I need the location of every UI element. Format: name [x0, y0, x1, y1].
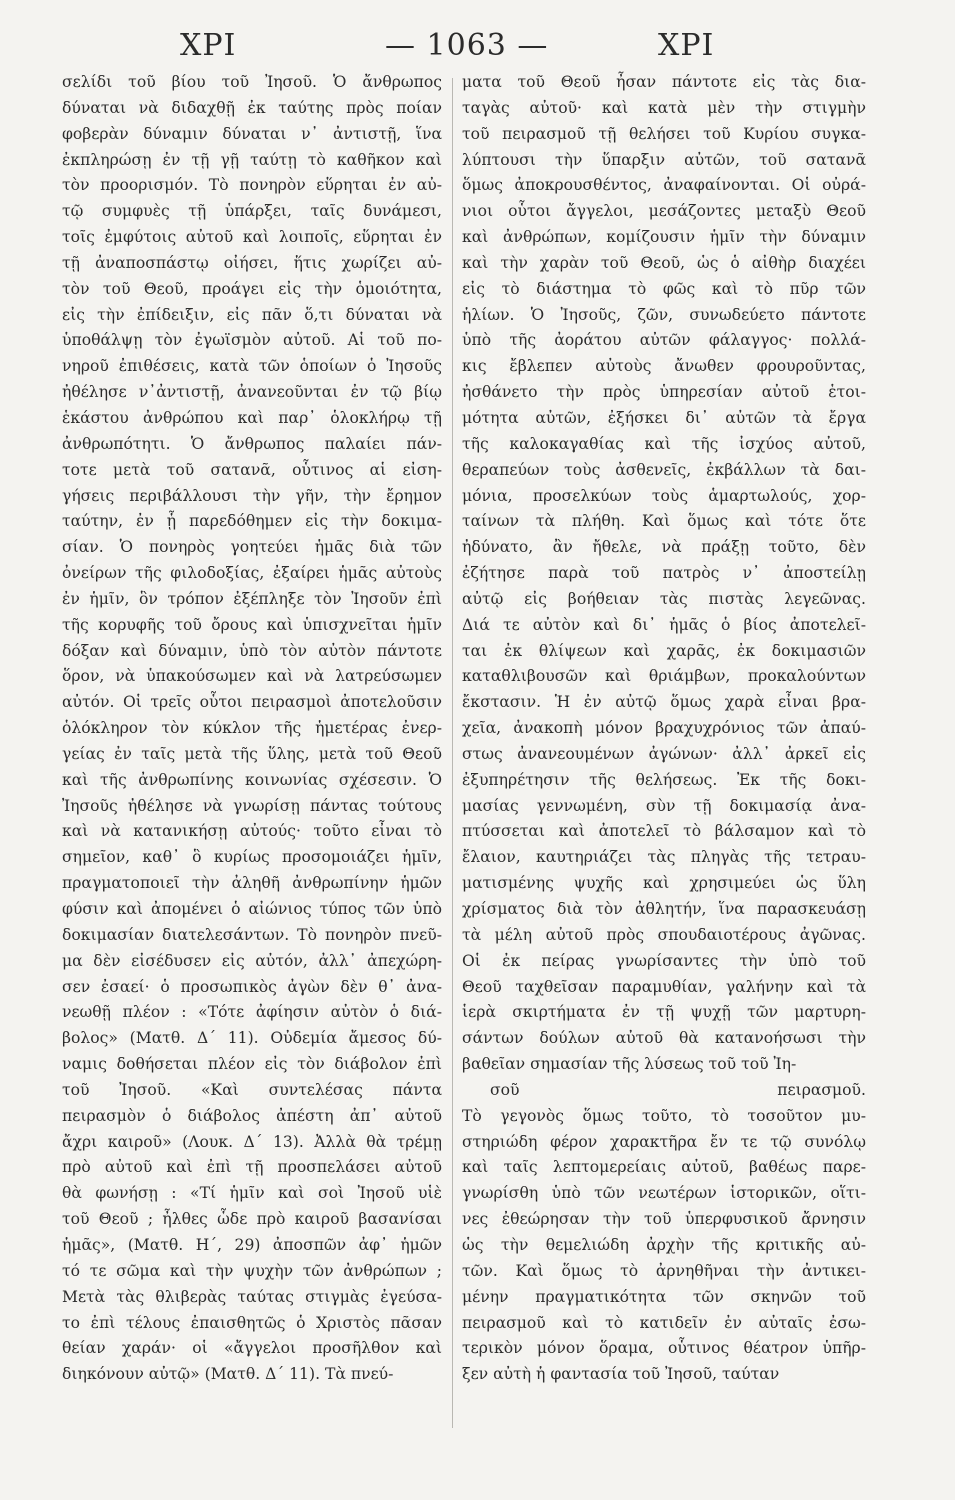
text-line: γήσεις περιβάλλουσι τὴν γῆν, τὴν ἔρημον	[62, 486, 442, 505]
text-line: δόξαν καὶ δύναμιν, ὑπὸ τὸν αὐτὸν πάντοτε	[62, 641, 442, 660]
text-line: θείαν χαράν· οἱ «ἄγγελοι προσῆλθον καὶ	[62, 1339, 442, 1358]
text-line: ἀνθρωπότητι. Ὁ ἄνθρωπος παλαίει πάν-	[62, 434, 442, 453]
text-line: μότητα αὐτῶν, ἐξήσκει δι᾿ αὐτῶν τὰ ἔργα	[462, 408, 866, 427]
text-line: στηριώδη φέρον χαρακτῆρα ἔν τε τῷ συνόλῳ	[462, 1132, 866, 1151]
text-line: τῇ ἀναποσπάστῳ οἰήσει, ἥτις χωρίζει αὐ-	[62, 253, 442, 272]
text-line: τερικὸν μόνον ὅραμα, οὗτινος θέατρον ὑπῆρ-	[462, 1339, 866, 1358]
text-line: ἱερὰ σκιρτήματα ἐν τῇ ψυχῇ τῶν μαρτυρη-	[462, 1003, 866, 1022]
text-line: δύναται νὰ διδαχθῇ ἐκ ταύτης πρὸς ποίαν	[62, 98, 442, 117]
text-line: τό τε σῶμα καὶ τὴν ψυχὴν τῶν ἀνθρώπων ;	[62, 1261, 442, 1280]
text-line: μασίας γεννωμένη, σὺν τῇ δοκιμασίᾳ ἀνα-	[462, 796, 866, 815]
running-head-left: ΧΡΙ	[180, 28, 237, 63]
text-line: ἔκστασιν. Ἡ ἐν αὐτῷ ὅμως χαρὰ εἶναι βρα-	[462, 693, 866, 712]
text-line: νιοι οὗτοι ἄγγελοι, μεσάζοντες μεταξὺ Θεοῦ	[462, 202, 866, 221]
text-line: φοβερὰν δύναμιν δύναται ν᾿ ἀντιστῇ, ἵνα	[62, 124, 442, 143]
text-line: ξεν αὐτὴ ἡ φαντασία τοῦ Ἰησοῦ, ταύταν	[462, 1365, 780, 1384]
text-line: τοτε μετὰ τοῦ σατανᾶ, οὗτινος αἱ εἰση-	[62, 460, 442, 479]
left-text-column	[62, 70, 442, 1440]
text-line: καὶ νὰ κατανικήσῃ αὐτούς· τοῦτο εἶναι τὸ	[62, 822, 442, 841]
text-line: τὰ μέλη αὐτοῦ πρὸς σπουδαιοτέρους ἀγῶνας.	[462, 925, 866, 944]
text-line: σημεῖον, καθ᾿ ὃ κυρίως προσομοιάζει ἡμῖν,	[62, 848, 442, 867]
text-line: λύπτουσι τὴν ὕπαρξιν αὐτῶν, τοῦ σατανᾶ	[462, 150, 866, 169]
text-line: πτύσσεται καὶ ἀποτελεῖ τὸ βάλσαμον καὶ τὸ	[462, 822, 866, 841]
text-line: διηκόνουν αὐτῷ» (Ματθ. Δ΄ 11). Τὰ πνεύ-	[62, 1365, 394, 1384]
text-line: καὶ ταῖς λεπτομερείαις αὐτοῦ, βαθέως παρε-	[462, 1158, 866, 1177]
text-line: ταύτην, ἐν ᾗ παρεδόθημεν εἰς τὴν δοκιμα-	[62, 512, 442, 531]
text-line: Θεοῦ ταχθεῖσαν παραμυθίαν, γαλήνην καὶ τὰ	[462, 977, 866, 996]
text-line: το ἐπὶ τέλους ἐπαισθητῶς ὁ Χριστὸς πᾶσαν	[62, 1313, 442, 1332]
text-line: μόνια, προσελκύων τοὺς ἁμαρτωλούς, χορ-	[462, 486, 866, 505]
text-line: γείας ἐν ταῖς μετὰ τῆς ὕλης, μετὰ τοῦ Θεοῦ	[62, 744, 442, 763]
text-line: ματισμένης ψυχῆς καὶ χρησιμεύει ὡς ὕλη	[462, 874, 866, 893]
text-line: ἠσθάνετο τὴν πρὸς ὑπηρεσίαν αὐτοῦ ἑτοι-	[462, 383, 866, 402]
text-line: τὸν προορισμόν. Τὸ πονηρὸν εὕρηται ἐν αὐ-	[62, 176, 442, 195]
column-divider	[452, 78, 453, 1428]
text-line: μα δὲν εἰσέδυσεν εἰς αὐτόν, ἀλλ᾿ ἀπεχώρη-	[62, 951, 442, 970]
text-line: ἑκάστου ἀνθρώπου καὶ παρ᾿ ὁλοκλήρῳ τῇ	[62, 408, 442, 427]
text-line: τῷ συμφυὲς τῇ ὑπάρξει, ταῖς δυνάμεσι,	[62, 202, 442, 221]
text-line: σελίδι τοῦ βίου τοῦ Ἰησοῦ. Ὁ ἄνθρωπος	[62, 73, 442, 91]
text-line: κις ἔβλεπεν αὐτοὺς ἄνωθεν φρουροῦντας,	[462, 357, 866, 376]
text-line: τοῦ Θεοῦ ; ἦλθες ὧδε πρὸ καιροῦ βασανίσαι	[62, 1210, 442, 1229]
text-line: νεωθῇ πλέον : «Τότε ἀφίησιν αὐτὸν ὁ διά-	[62, 1003, 442, 1022]
text-line: ναμις δοθήσεται πλέον εἰς τὸν διάβολον ἐπὶ	[62, 1055, 442, 1074]
text-line: θὰ φωνήσῃ : «Τί ἡμῖν καὶ σοὶ Ἰησοῦ υἱὲ	[62, 1184, 442, 1203]
text-line: ταγὰς αὐτοῦ· καὶ κατὰ μὲν τὴν στιγμὴν	[462, 98, 866, 117]
text-line: Τὸ γεγονὸς ὅμως τοῦτο, τὸ τοσοῦτον μυ-	[462, 1106, 866, 1125]
text-line: πειρασμὸν ὁ διάβολος ἀπέστη ἀπ᾿ αὐτοῦ	[62, 1106, 442, 1125]
text-line: ἠθέλησε ν᾿ἀντιστῇ, ἀνανεοῦνται ἐν τῷ βίῳ	[62, 383, 442, 402]
text-line: νες ἐθεώρησαν τὴν τοῦ ὑπερφυσικοῦ ἄρνησιν	[462, 1210, 866, 1229]
text-line: θεραπεύων τοὺς ἀσθενεῖς, ἐκβάλλων τὰ δαι-	[462, 460, 866, 479]
text-line: πρὸ αὐτοῦ καὶ ἐπὶ τῇ προσπελάσει αὐτοῦ	[62, 1158, 442, 1177]
text-line: ἐν ἡμῖν, ὃν τρόπον ἐξέπληξε τὸν Ἰησοῦν ἐπὶ	[62, 589, 442, 608]
text-line: στως ἀνανεουμένων ἀγώνων· ἀλλ᾿ ἀρκεῖ εἰς	[462, 744, 866, 763]
text-line: σίαν. Ὁ πονηρὸς γοητεύει ἡμᾶς διὰ τῶν	[62, 538, 442, 557]
page-header	[0, 28, 955, 68]
text-line: βαθεῖαν σημασίαν τῆς λύσεως τοῦ τοῦ Ἰη-	[462, 1055, 797, 1074]
text-line: ἡμᾶς», (Ματθ. Η΄, 29) ἀποσπῶν ἀφ᾿ ἡμῶν	[62, 1235, 442, 1254]
text-line: τοῦ Ἰησοῦ. «Καὶ συντελέσας πάντα	[62, 1080, 442, 1099]
text-line: νηροῦ ἐπιθέσεις, κατὰ τῶν ὁποίων ὁ Ἰησοῦς	[62, 357, 442, 376]
text-line: φύσιν καὶ ἀπομένει ὁ αἰώνιος τύπος τῶν ὑπὸ	[62, 900, 442, 918]
text-line: καὶ τῆς ἀνθρωπίνης κοινωνίας σχέσεσιν. Ὁ	[62, 770, 442, 789]
text-line: δοκιμασίαν διατελεσάντων. Τὸ πονηρὸν πνεῦ-	[62, 925, 442, 944]
text-line: ἡλίων. Ὁ Ἰησοῦς, ζῶν, συνωδεύετο πάντοτε	[462, 305, 866, 324]
text-line: ὡς τὴν θεμελιώδη ἀρχὴν τῆς κριτικῆς αὐ-	[462, 1235, 866, 1254]
text-line: αὐτόν. Οἱ τρεῖς οὗτοι πειρασμοὶ ἀποτελοῦσιν	[62, 693, 442, 712]
text-line: σάντων δούλων αὐτοῦ θὰ κατανοήσωσι τὴν	[462, 1029, 866, 1048]
text-line: ἔλαιον, καυτηριάζει τὰς πληγὰς τῆς τετραυ-	[462, 848, 866, 867]
text-line: τῆς καλοκαγαθίας καὶ τῆς ἰσχύος αὐτοῦ,	[462, 434, 866, 453]
text-line: σεν ἐσαεί· ὁ προσωπικὸς ἀγὼν δὲν θ᾿ ἀνα-	[62, 977, 442, 996]
text-line: ἐζήτησε παρὰ τοῦ πατρὸς ν᾿ ἀποστείλῃ	[462, 564, 866, 583]
text-line: αὐτῷ εἰς βοήθειαν τὰς πιστὰς λεγεῶνας.	[462, 589, 866, 608]
text-line: τοῖς ἐμφύτοις αὐτοῦ καὶ λοιποῖς, εὕρηται ἐν	[62, 228, 442, 247]
text-line: σοῦ πειρασμοῦ.	[490, 1080, 866, 1099]
text-line: γνωρίσθη ὑπὸ τῶν νεωτέρων ἱστορικῶν, οἵτι-	[462, 1184, 866, 1203]
text-line: ἐξυπηρέτησιν τῆς θελήσεως. Ἐκ τῆς δοκι-	[462, 770, 866, 789]
text-line: ταίνων τὰ πλήθη. Καὶ ὅμως καὶ τότε ὅτε	[462, 512, 866, 531]
text-line: ματα τοῦ Θεοῦ ἦσαν πάντοτε εἰς τὰς δια-	[462, 73, 866, 91]
text-line: εἰς τὴν ἐπίδειξιν, εἰς πᾶν ὅ,τι δύναται νὰ	[62, 305, 442, 324]
text-line: τῶν. Καὶ ὅμως τὸ ἀρνηθῆναι τὴν ἀντικει-	[462, 1261, 866, 1280]
right-text-column	[462, 70, 866, 1440]
text-line: τοῦ πειρασμοῦ τῇ θελήσει τοῦ Κυρίου συγκα-	[462, 124, 866, 143]
text-line: καταθλιβουσῶν καὶ θριάμβων, προκαλούντων	[462, 667, 866, 686]
text-line: Οἱ ἐκ πείρας γνωρίσαντες τὴν ὑπὸ τοῦ	[462, 951, 866, 970]
text-line: τῆς κορυφῆς τοῦ ὄρους καὶ ὑπισχνεῖται ἡμῖν	[62, 615, 442, 634]
text-line: ὅμως ἀποκρουσθέντος, ἀναφαίνονται. Οἱ οὐρά-	[462, 176, 866, 195]
text-line: ται ἐκ θλίψεων καὶ χαρᾶς, ἐκ δοκιμασιῶν	[462, 641, 866, 660]
text-line: ὑπὸ τῆς ἀοράτου αὐτῶν φάλαγγος· πολλά-	[462, 331, 866, 350]
text-line: χεῖα, ἀνακοπὴ μόνον βραχυχρόνιος τῶν ἀπαύ-	[462, 719, 866, 738]
text-line: ὅρον, νὰ ὑπακούσωμεν καὶ νὰ λατρεύσωμεν	[62, 667, 442, 686]
text-line: βολος» (Ματθ. Δ΄ 11). Οὐδεμία ἄμεσος δύ-	[62, 1029, 442, 1048]
text-line: καὶ τὴν χαρὰν τοῦ Θεοῦ, ὡς ὁ αἰθὴρ διαχέει	[462, 253, 866, 272]
text-line: μένην πραγματικότητα τῶν σκηνῶν τοῦ	[462, 1287, 866, 1306]
text-line: ὀνείρων τῆς φιλοδοξίας, ἐξαίρει ἡμᾶς αὐτοὺς	[62, 564, 442, 583]
text-line: εἰς τὸ διάστημα τὸ φῶς καὶ τὸ πῦρ τῶν	[462, 279, 866, 298]
running-head-right: ΧΡΙ	[658, 28, 715, 63]
text-line: ἐκπληρώσῃ ἐν τῇ γῇ ταύτῃ τὸ καθῆκον καὶ	[62, 150, 442, 169]
text-line: χρίσματος διὰ τὸν ἀθλητήν, ἵνα παρασκευάσῃ	[462, 900, 866, 918]
text-line: Μετὰ τὰς θλιβερὰς ταύτας στιγμὰς ἐγεύσα-	[62, 1287, 442, 1306]
text-line: πραγματοποιεῖ τὴν ἀληθῆ ἀνθρωπίνην ἡμῶν	[62, 874, 442, 893]
text-line: ὑποθάλψῃ τὸν ἐγωϊσμὸν αὐτοῦ. Αἱ τοῦ πο-	[62, 331, 442, 350]
text-line: Ἰησοῦς ἠθέλησε νὰ γνωρίσῃ πάντας τούτους	[62, 796, 442, 815]
text-line: ἠδύνατο, ἂν ἤθελε, νὰ πράξῃ τοῦτο, δὲν	[462, 538, 866, 557]
text-line: πειρασμοῦ καὶ τὸ κατιδεῖν ἐν αὐταῖς ἐσω-	[462, 1313, 866, 1332]
text-line: τὸν τοῦ Θεοῦ, προάγει εἰς τὴν ὁμοιότητα,	[62, 279, 442, 298]
page-number: — 1063 —	[385, 28, 549, 63]
text-line: ἄχρι καιροῦ» (Λουκ. Δ΄ 13). Ἀλλὰ θὰ τρέμῃ	[62, 1132, 442, 1151]
text-line: καὶ ἀνθρώπων, κομίζουσιν ἡμῖν τὴν δύναμιν	[462, 228, 866, 247]
text-line: Διά τε αὐτὸν καὶ δι᾿ ἡμᾶς ὁ βίος ἀποτελεῖ-	[462, 615, 866, 634]
text-line: ὁλόκληρον τὸν κύκλον τῆς ἡμετέρας ἐνερ-	[62, 719, 442, 738]
